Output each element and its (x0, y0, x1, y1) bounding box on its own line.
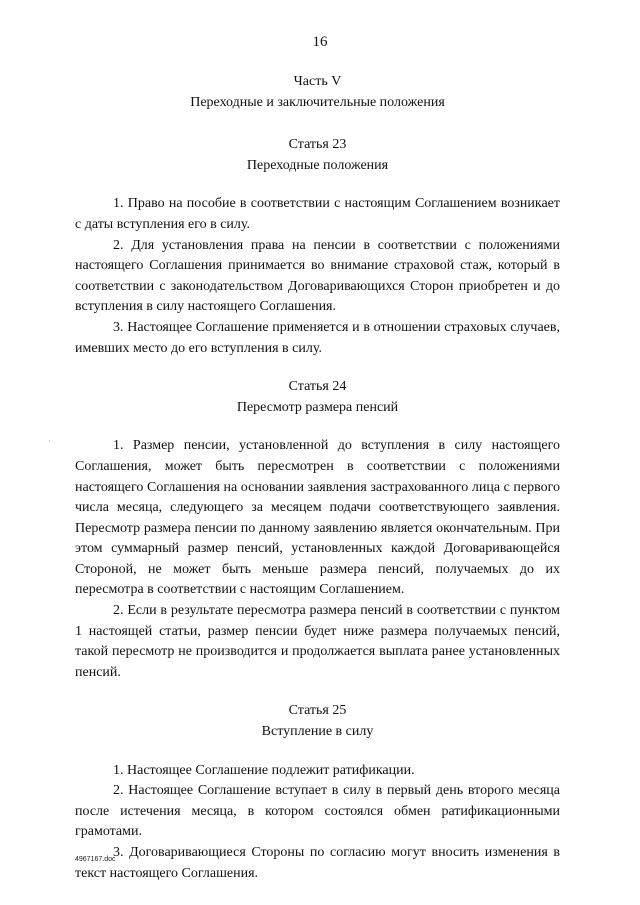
article-subtitle: Пересмотр размера пенсий (236, 399, 399, 415)
article-23 (75, 135, 560, 359)
article-heading (75, 377, 560, 418)
article-subtitle: Вступление в силу (261, 724, 374, 740)
article-subtitle: Переходные положения (246, 157, 389, 173)
article-paragraph: 3. Настоящее Соглашение применяется и в отношении страховых случаев, имевших место до его вступления в силу. (75, 319, 560, 356)
document-body (75, 72, 560, 902)
article-25 (75, 701, 560, 884)
margin-mark: · (48, 437, 51, 446)
article-heading (75, 135, 560, 176)
article-paragraph: 2. Для установления права на пенсии в соответствии с положениями настоящего Соглашения принимается во внимание страховой стаж, который в соответствии с законодательством Договаривающихся Сторон приобретен и до вступления в силу настоящего Соглашения. (75, 237, 560, 315)
article-paragraph: 2. Настоящее Соглашение вступает в силу в первый день второго месяца после истечения месяца, в котором состоялся обмен ратификационными грамотами. (75, 783, 560, 840)
page-number: 16 (312, 34, 328, 50)
article-title: Статья 23 (288, 137, 347, 153)
article-title: Статья 25 (288, 703, 347, 719)
article-24 (75, 377, 560, 683)
article-paragraph: 1. Право на пособие в соответствии с настоящим Соглашением возникает с даты вступления его в силу. (75, 196, 560, 232)
article-paragraph: 1. Размер пенсии, установленной до вступления в силу настоящего Соглашения, может быть пересмотрен в соответствии с положениями настоящего Соглашения на основании заявления застрахованного лица с первого числа месяца, следующего за месяцем подачи соответствующего заявления. Пересмотр размера пенсии по данному заявлению является окончательным. При этом суммарный размер пенсий, установленных каждой Договаривающейся Стороной, не может быть меньше размера пенсий, получаемых до их пересмотра в соответствии с настоящим Соглашением. (75, 438, 560, 598)
part-title: Часть V (293, 74, 342, 89)
article-heading (75, 701, 560, 742)
part-subtitle: Переходные и заключительные положения (190, 94, 445, 110)
article-title: Статья 24 (288, 379, 347, 395)
article-paragraph: 3. Договаривающиеся Стороны по согласию могут вносить изменения в текст настоящего Соглашения. (75, 845, 560, 881)
footer-filename: 4967167.doc (75, 856, 116, 863)
article-paragraph: 1. Настоящее Соглашение подлежит ратификации. (113, 762, 415, 778)
article-paragraph: 2. Если в результате пересмотра размера пенсий в соответствии с пунктом 1 настоящей статьи, размер пенсии будет ниже размера получаемых пенсий, такой пересмотр не производится и продолжается выплата ранее установленных пенсий. (75, 603, 560, 680)
part-heading (75, 72, 560, 113)
